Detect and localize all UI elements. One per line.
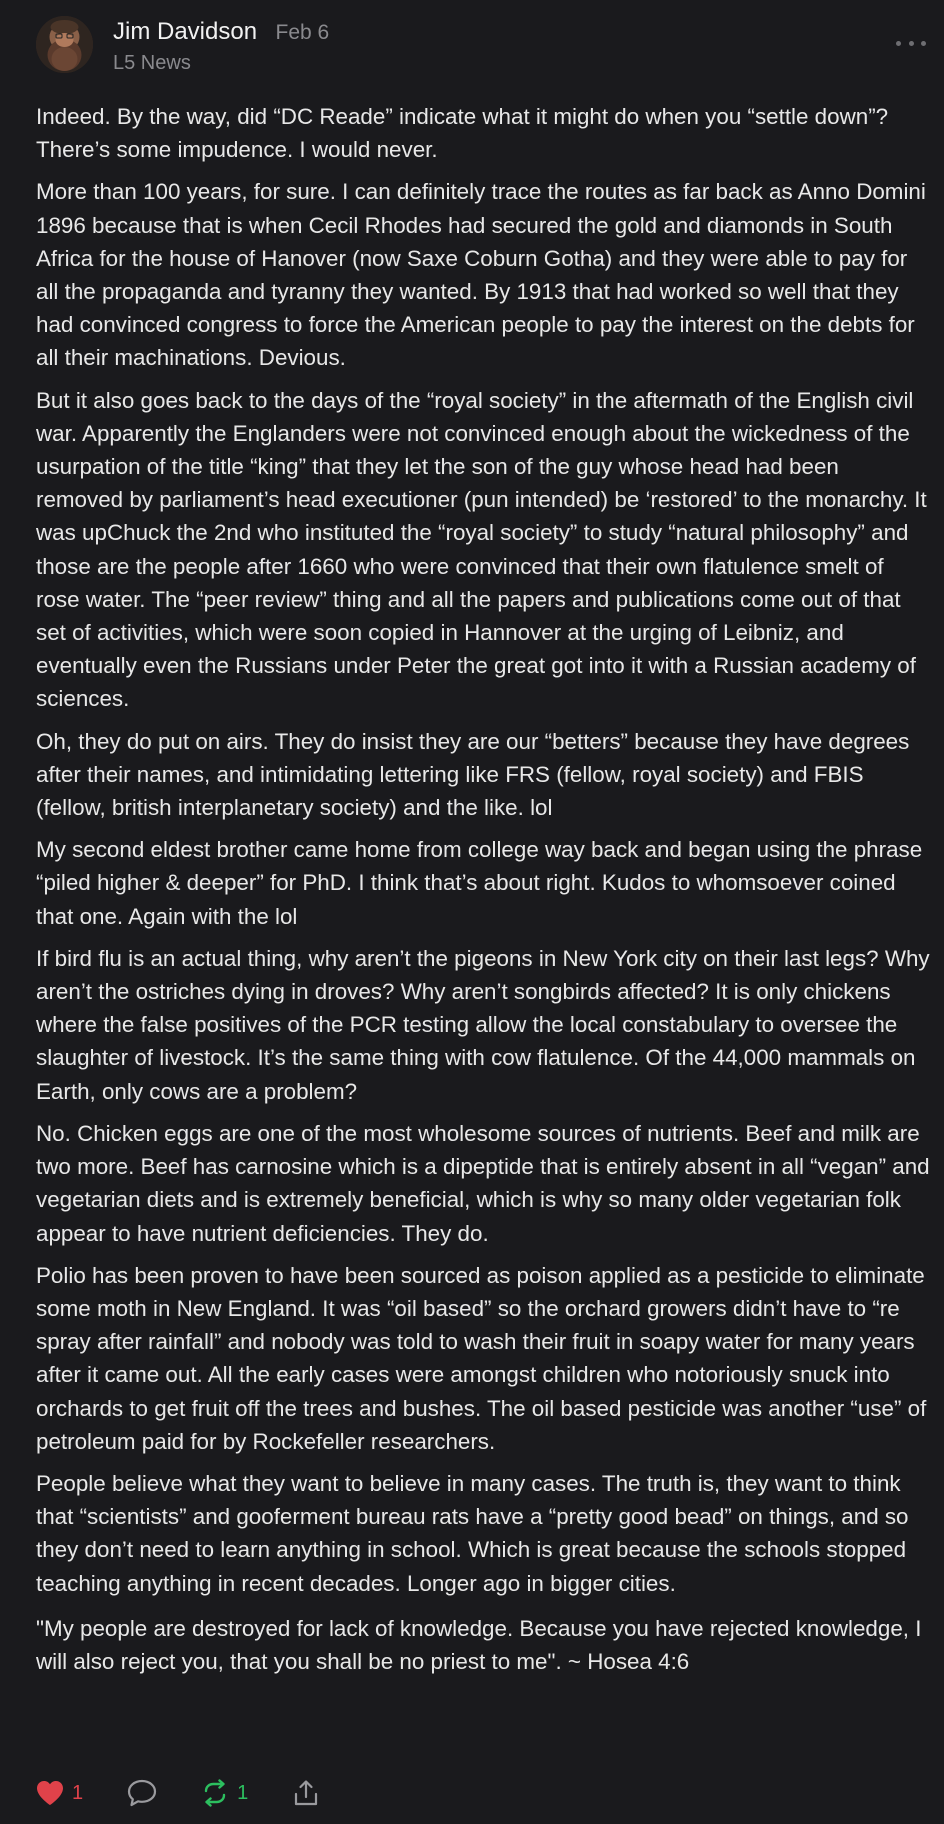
comment-button[interactable] xyxy=(127,1779,157,1807)
like-count: 1 xyxy=(72,1781,84,1804)
ellipsis-icon xyxy=(896,41,901,46)
post-body xyxy=(36,100,930,1687)
ellipsis-icon xyxy=(921,41,926,46)
post-paragraph: Oh, they do put on airs. They do insist they are our “betters” because they have degrees after their names, and intimidating lettering like FRS (fellow, royal society) and FBIS (fellow, british interplanetary society) and the like. lol xyxy=(36,728,910,821)
post-paragraph: No. Chicken eggs are one of the most wholesome sources of nutrients. Beef and milk are two more. Beef has carnosine which is a dipeptide that is entirely absent in all “vegan” and vegetarian diets and is extremely beneficial, which is why so many older vegetarian folk appear to have nutrient deficiencies. They do. xyxy=(36,1120,930,1246)
ellipsis-icon xyxy=(909,41,914,46)
restack-count: 1 xyxy=(237,1781,249,1804)
heart-icon xyxy=(36,1780,64,1806)
post-paragraph: People believe what they want to believe in many cases. The truth is, they want to think that “scientists” and gooferment bureau rats have a “pretty good bead” on things, and so they don’t need to learn anything in school. Which is great because the schools stopped teaching anything in recent decades. Longer ago in bigger cities. xyxy=(36,1470,909,1596)
post-paragraph: Indeed. By the way, did “DC Reade” indicate what it might do when you “settle down”? There’s some impudence. I would never. xyxy=(36,104,889,163)
share-button[interactable] xyxy=(292,1779,320,1807)
comment-bubble-icon xyxy=(127,1779,157,1807)
share-upload-icon xyxy=(292,1779,320,1807)
post-paragraph: If bird flu is an actual thing, why aren’t the pigeons in New York city on their last legs? Why aren’t the ostriches dying in droves? Why aren’t songbirds affected? It is only chickens where the false positives of the PCR testing allow the local constabulary to oversee the slaughter of livestock. It’s the same thing with cow flatulence. Of the 44,000 mammals on Earth, only cows are a problem? xyxy=(36,945,930,1104)
post-paragraph: But it also goes back to the days of the “royal society” in the aftermath of the English civil war. Apparently the Englanders were not convinced enough about the wickedness of the usurpation of the title “king” that they let the son of the guy whose head had been removed by parliament’s head executioner (pun intended) be ‘restored’ to the monarchy. It was upChuck the 2nd who instituted the “royal society” to study “natural philosophy” and those are the people after 1660 who were convinced that their own flatulence smelt of rose water. The “peer review” thing and all the papers and publications come out of that set of activities, which were soon copied in Hannover at the urging of Leibniz, and eventually even the Russians under Peter the great got into it with a Russian academy of sciences. xyxy=(36,387,927,712)
post-quote-paragraph: "My people are destroyed for lack of knowledge. Because you have rejected knowledge, I will also reject you, that you shall be no priest to me". ~ Hosea 4:6 xyxy=(36,1615,922,1674)
restack-arrows-icon xyxy=(201,1779,229,1807)
post-date: Feb 6 xyxy=(275,21,330,44)
author-avatar[interactable] xyxy=(36,16,93,73)
more-options-button[interactable] xyxy=(896,36,926,50)
post-header xyxy=(36,16,926,76)
avatar-image xyxy=(36,16,93,73)
author-name-row xyxy=(113,18,329,46)
post-paragraph: My second eldest brother came home from college way back and began using the phrase “piled higher & deeper” for PhD. I think that’s about right. Kudos to whomsoever coined that one. Again with the lol xyxy=(36,837,923,929)
like-button[interactable] xyxy=(36,1780,83,1806)
publication-name[interactable]: L5 News xyxy=(113,52,191,74)
post-paragraph: Polio has been proven to have been sourced as poison applied as a pesticide to eliminate some moth in New England. It was “oil based” so the orchard growers didn’t have to “re spray after rainfall” and nobody was told to wash their fruit in soapy water for many years after it came out. All the early cases were amongst children who notoriously snuck into orchards to get fruit off the trees and bushes. The oil based pesticide was another “use” of petroleum paid for by Rockefeller researchers. xyxy=(36,1262,927,1454)
post-actions-bar xyxy=(36,1776,364,1810)
post-paragraph: More than 100 years, for sure. I can definitely trace the routes as far back as Anno Domini 1896 because that is when Cecil Rhodes had secured the gold and diamonds in South Africa for the house of Hanover (now Saxe Coburn Gotha) and they were able to pay for all the propaganda and tyranny they wanted. By 1913 that had worked so well that they had convinced congress to force the American people to pay the interest on the debts for all their machinations. Devious. xyxy=(36,179,926,371)
restack-button[interactable] xyxy=(201,1779,248,1807)
author-name[interactable]: Jim Davidson xyxy=(113,18,258,45)
